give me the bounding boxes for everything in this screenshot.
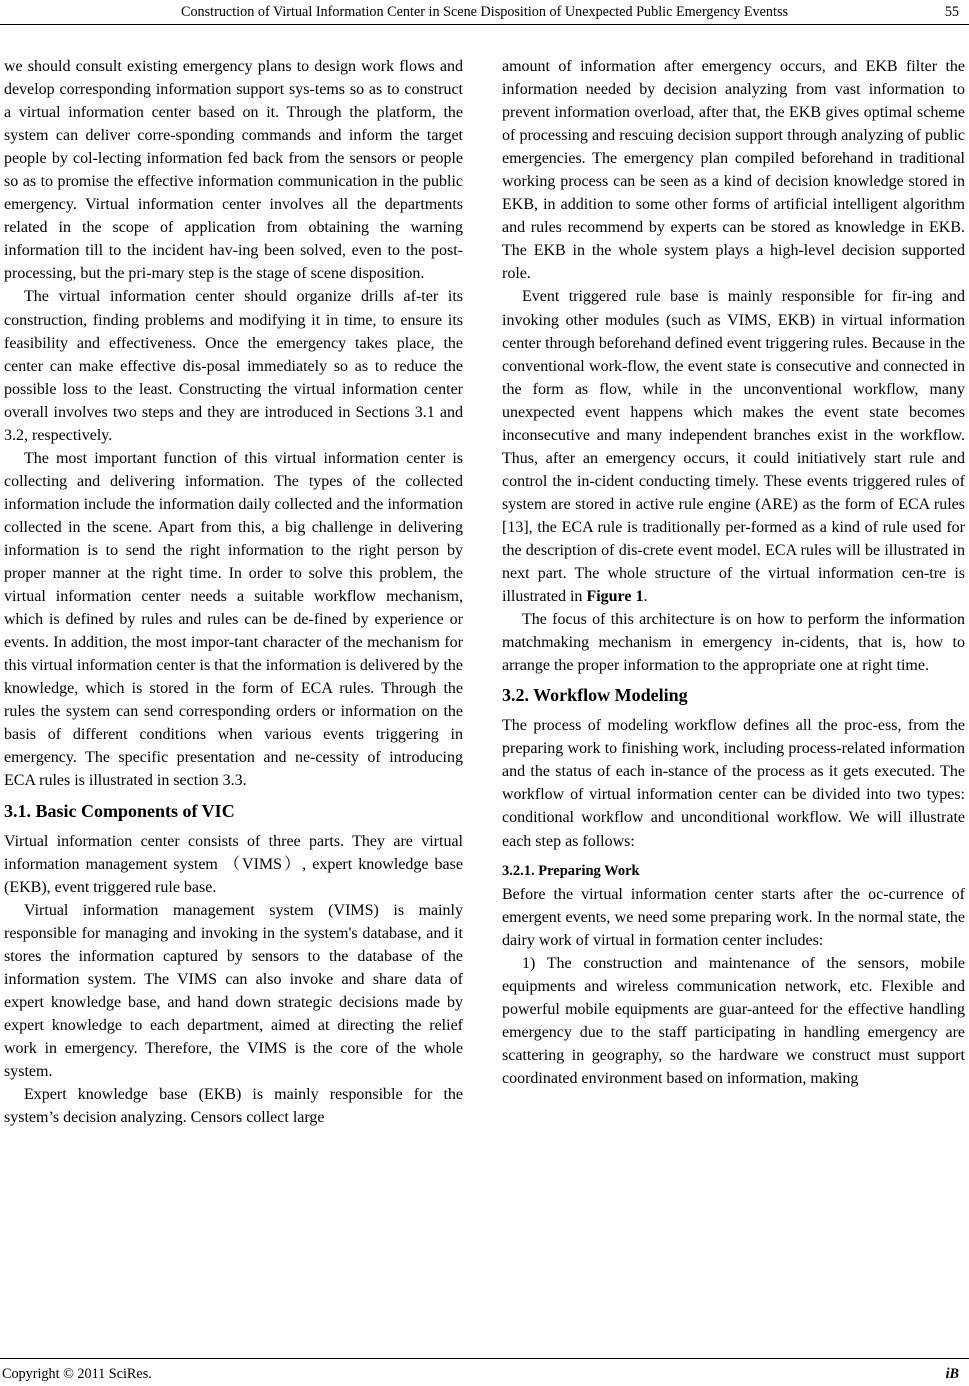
- paragraph: 1) The construction and maintenance of the sensors, mobile equipments and wireless communication network, etc. Flexible and powerful mobile equipments are guar-anteed for the effective handling emergency due to the staff participating in handling emergency are scattering in geography, so the hardware we construct must support coordinated environment based on information, making: [502, 954, 965, 1087]
- section-heading-3-1: 3.1. Basic Components of VIC: [4, 800, 235, 821]
- paragraph: Virtual information center consists of three parts. They are virtual information management system （VIMS）, expert knowledge base (EKB), event triggered rule base.: [4, 832, 463, 896]
- copyright-notice: Copyright © 2011 SciRes.: [2, 1366, 152, 1382]
- paragraph: [502, 285, 965, 608]
- paragraph-end: .: [643, 588, 648, 606]
- page-number: 55: [944, 4, 959, 20]
- right-column: [502, 55, 965, 1090]
- paragraph: The focus of this architecture is on how to perform the information matchmaking mechanism in emergency in-cidents, that is, how to arrange the proper information to the appropriate one at right time.: [502, 611, 965, 675]
- running-title: Construction of Virtual Information Center in Scene Disposition of Unexpected Public Emergency Eventss: [181, 4, 788, 20]
- paragraph: Before the virtual information center starts after the oc-currence of emergent events, we need some preparing work. In the normal state, the dairy work of virtual in formation center includes:: [502, 885, 965, 949]
- left-column: [4, 55, 463, 1129]
- paragraph: Expert knowledge base (EKB) is mainly responsible for the system’s decision analyzing. Censors collect large: [4, 1086, 463, 1127]
- header-rule: [0, 24, 969, 25]
- paragraph: Virtual information management system (VIMS) is mainly responsible for managing and invoking in the system's database, and it stores the information captured by sensors to the database of the information system. The VIMS can also invoke and share data of expert knowledge base, and hand down strategic decisions made by expert knowledge to each department, aimed at directing the relief work in emergency. Therefore, the VIMS is the core of the whole system.: [4, 901, 463, 1080]
- page-footer: [0, 1362, 969, 1384]
- figure-reference: Figure 1: [586, 588, 644, 606]
- section-heading-3-2: 3.2. Workflow Modeling: [502, 685, 688, 706]
- footer-rule: [0, 1358, 969, 1359]
- paragraph: The most important function of this virtual information center is collecting and delivering information. The types of the collected information include the information daily collected and the information collected in the scene. Apart from this, a big challenge in delivering information is to send the right information to the right person by proper manner at the right time. In order to solve this problem, the virtual information center needs a suitable workflow mechanism, which is defined by rules and rules can be de-fined by experience or events. In addition, the most impor-tant character of the mechanism for this virtual information center is that the information is delivered by the knowledge, which is stored in the form of ECA rules. Through the rules the system can send corresponding orders or information on the basis of different conditions when various events triggering in emergency. The specific presentation and ne-cessity of introducing ECA rules is illustrated in section 3.3.: [4, 449, 463, 790]
- paragraph-text: Event triggered rule base is mainly responsible for fir-ing and invoking other modules (such as VIMS, EKB) in virtual information center through beforehand defined event triggering rules. Because in the conventional work-flow, the event state is consecutive and connected in the form as flow, while in the unconventional workflow, many unexpected event happens which makes the event state becomes inconsecutive and many independent branches exist in the workflow. Thus, after an emergency occurs, it could initiatively start rule and control the in-cident conducting timely. These events triggered rules of system are stored in active rule engine (ARE) as the form of ECA rules [13], the ECA rule is traditionally per-formed as a kind of rule used for the description of dis-crete event model. ECA rules will be illustrated in next part. The whole structure of the virtual information cen-tre is illustrated in: [502, 288, 965, 606]
- paragraph: The virtual information center should organize drills af-ter its construction, finding problems and modifying it in time, to ensure its feasibility and effectiveness. Once the emergency takes place, the center can make effective dis-posal immediately so as to reduce the possible loss to the least. Constructing the virtual information center overall involves two steps and they are introduced in Sections 3.1 and 3.2, respectively.: [4, 288, 463, 444]
- journal-abbreviation: iB: [945, 1366, 959, 1382]
- subsection-heading-3-2-1: 3.2.1. Preparing Work: [502, 862, 640, 879]
- paragraph: amount of information after emergency occurs, and EKB filter the information needed by decision analyzing from vast information to prevent information overload, after that, the EKB gives optimal scheme of processing and rescuing decision support through analyzing of public emergencies. The emergency plan compiled beforehand in traditional working process can be seen as a kind of decision knowledge stored in EKB, in addition to some other forms of artificial intelligent algorithm and rules recommend by experts can be stored as knowledge in EKB. The EKB in the whole system plays a high-level decision supported role.: [502, 58, 965, 283]
- paragraph: we should consult existing emergency plans to design work flows and develop corresponding information support sys-tems so as to construct a virtual information center based on it. Through the platform, the system can deliver corre-sponding commands and inform the target people by col-lecting information fed back from the sensors or people so as to promise the effective information communication in the public emergency. Virtual information center involves all the departments related in the scope of application from obtaining the warning information till to the incident hav-ing been solved, even to the post-processing, but the pri-mary step is the stage of scene disposition.: [4, 58, 463, 283]
- running-header: [0, 0, 969, 26]
- paragraph: The process of modeling workflow defines all the proc-ess, from the preparing work to finishing work, including process-related information and the status of each in-stance of the process as it gets executed. The workflow of virtual information center can be divided into two types: conditional workflow and unconditional workflow. We will illustrate each step as follows:: [502, 717, 965, 850]
